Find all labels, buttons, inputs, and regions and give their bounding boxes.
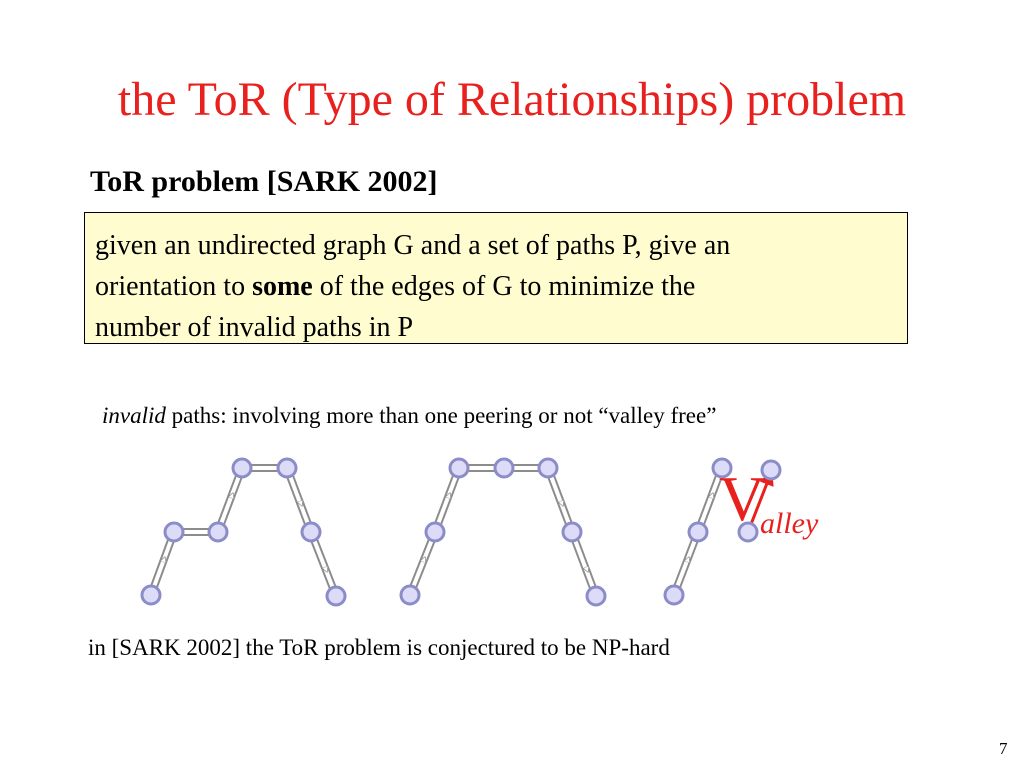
caption-italic-invalid: invalid (102, 403, 166, 428)
node (142, 586, 160, 604)
node (327, 587, 345, 605)
path-example-1 (142, 459, 345, 605)
node (539, 459, 557, 477)
definition-line-1: given an undirected graph G and a set of paths P, give an (95, 230, 731, 261)
subheading: ToR problem [SARK 2002] (90, 165, 438, 198)
definition-bold-some: some (252, 271, 313, 302)
path-example-2 (401, 459, 605, 605)
node (587, 587, 605, 605)
caption-text: paths: involving more than one peering or not “valley free” (165, 403, 717, 428)
node (278, 459, 296, 477)
np-hard-conclusion: in [SARK 2002] the ToR problem is conjectured to be NP-hard (88, 635, 670, 660)
definition-line-3: number of invalid paths in P (95, 312, 414, 343)
valley-letter-v: V (719, 463, 766, 534)
valley-label: alley (760, 507, 819, 540)
node (450, 459, 468, 477)
node (689, 523, 707, 541)
node (401, 586, 419, 604)
node (426, 523, 444, 541)
node (209, 523, 227, 541)
definition-text: of the edges of G to minimize the (312, 271, 696, 302)
node (563, 523, 581, 541)
page-number: 7 (999, 739, 1008, 758)
node (233, 459, 251, 477)
node (165, 523, 183, 541)
node (665, 586, 683, 604)
definition-text: orientation to (95, 271, 253, 302)
slide-title: the ToR (Type of Relationships) problem (117, 73, 907, 126)
node (302, 523, 320, 541)
node (495, 459, 513, 477)
